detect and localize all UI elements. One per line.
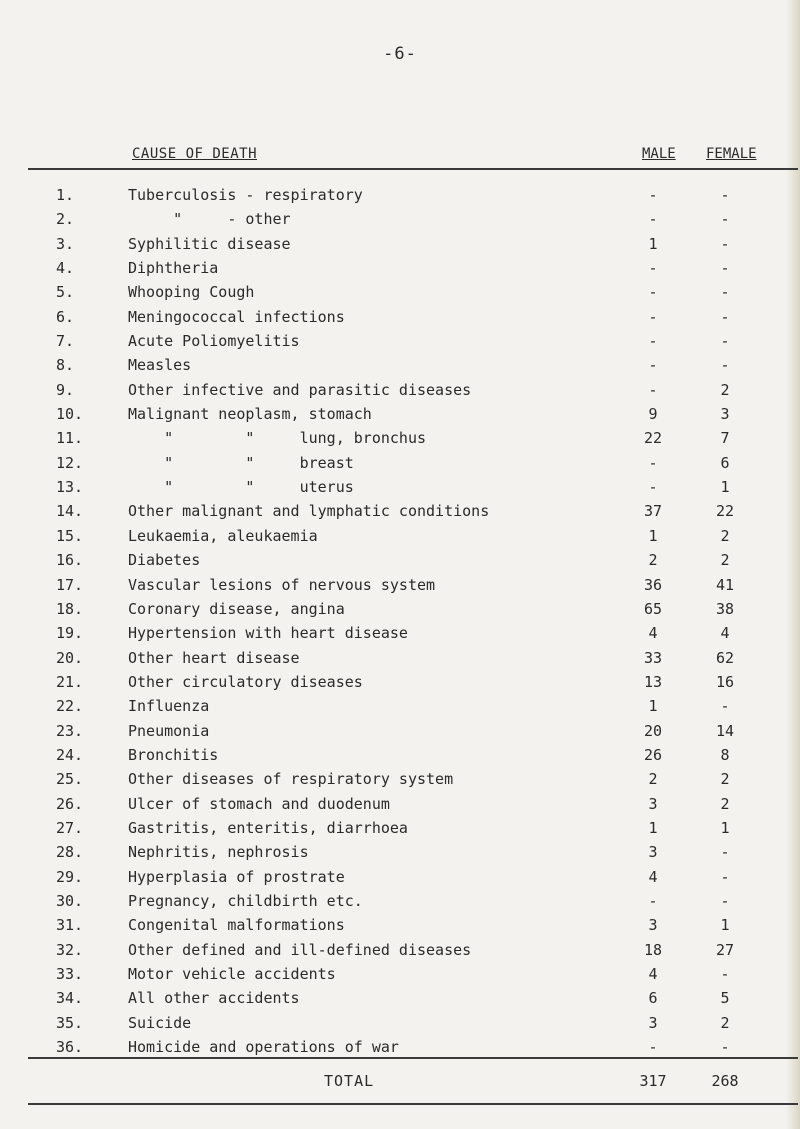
row-male-count: -	[648, 453, 658, 472]
row-number: 35.	[56, 1013, 84, 1032]
table-row	[0, 646, 800, 670]
row-cause: " " breast	[128, 453, 354, 472]
row-male-count: 1	[648, 526, 658, 545]
row-female-count: -	[720, 307, 730, 326]
row-male-count: -	[648, 478, 658, 497]
table-row	[0, 353, 800, 377]
table-row	[0, 938, 800, 962]
row-cause: Hyperplasia of prostrate	[128, 867, 345, 886]
row-cause: Whooping Cough	[128, 283, 255, 302]
row-female-count: 1	[720, 916, 730, 935]
table-header	[0, 146, 800, 168]
table-row	[0, 986, 800, 1010]
table-row	[0, 183, 800, 207]
table-row	[0, 232, 800, 256]
header-male: MALE	[642, 146, 676, 162]
row-number: 29.	[56, 867, 84, 886]
table-row	[0, 524, 800, 548]
row-number: 12.	[56, 453, 84, 472]
row-cause: Hypertension with heart disease	[128, 624, 408, 643]
row-number: 34.	[56, 989, 84, 1008]
table-row	[0, 548, 800, 572]
row-cause: All other accidents	[128, 989, 300, 1008]
total-female: 268	[711, 1072, 739, 1090]
row-cause: Measles	[128, 356, 192, 375]
row-number: 25.	[56, 770, 84, 789]
table-row	[0, 865, 800, 889]
row-female-count: 14	[715, 721, 735, 740]
row-cause: " " uterus	[128, 478, 354, 497]
row-cause: Nephritis, nephrosis	[128, 843, 309, 862]
row-male-count: 20	[643, 721, 663, 740]
table-row	[0, 621, 800, 645]
row-number: 36.	[56, 1038, 84, 1057]
row-male-count: 2	[648, 551, 658, 570]
row-male-count: 2	[648, 770, 658, 789]
page-number: -6-	[383, 44, 417, 64]
row-number: 8.	[56, 356, 75, 375]
row-female-count: -	[720, 697, 730, 716]
row-female-count: -	[720, 356, 730, 375]
row-male-count: -	[648, 380, 658, 399]
row-female-count: 38	[715, 599, 735, 618]
row-number: 31.	[56, 916, 84, 935]
row-female-count: -	[720, 210, 730, 229]
table-row	[0, 743, 800, 767]
table-row	[0, 670, 800, 694]
header-cause-of-death: CAUSE OF DEATH	[132, 146, 258, 162]
table-row	[0, 962, 800, 986]
row-female-count: 6	[720, 453, 730, 472]
table-row	[0, 451, 800, 475]
row-female-count: 4	[720, 624, 730, 643]
row-cause: Congenital malformations	[128, 916, 345, 935]
row-male-count: 4	[648, 965, 658, 983]
row-cause: " " lung, bronchus	[128, 429, 427, 448]
row-number: 15.	[56, 526, 84, 545]
row-number: 6.	[56, 307, 75, 326]
row-male-count: -	[648, 210, 658, 229]
table-row	[0, 402, 800, 426]
row-cause: " - other	[128, 210, 291, 229]
row-female-count: 22	[715, 502, 735, 521]
row-number: 19.	[56, 624, 84, 643]
row-number: 9.	[56, 380, 75, 399]
row-female-count: 2	[720, 1013, 730, 1032]
row-cause: Other diseases of respiratory system	[128, 770, 454, 789]
table-row	[0, 840, 800, 864]
row-cause: Ulcer of stomach and duodenum	[128, 794, 390, 813]
row-number: 18.	[56, 599, 84, 618]
row-female-count: 62	[715, 648, 735, 667]
row-female-count: 7	[720, 429, 730, 448]
row-male-count: 6	[648, 989, 658, 1008]
total-top-rule	[28, 1057, 798, 1059]
row-male-count: 1	[648, 234, 658, 253]
row-male-count: 37	[643, 502, 663, 521]
row-female-count: 2	[720, 770, 730, 789]
total-row	[0, 1072, 800, 1096]
row-female-count: 16	[715, 672, 735, 691]
table-row	[0, 1011, 800, 1035]
row-male-count: -	[648, 891, 658, 910]
row-male-count: 3	[648, 794, 658, 813]
row-male-count: -	[648, 1038, 658, 1057]
row-male-count: -	[648, 356, 658, 375]
table-row	[0, 426, 800, 450]
row-number: 28.	[56, 843, 84, 862]
row-male-count: 9	[648, 405, 658, 424]
row-cause: Other heart disease	[128, 648, 300, 667]
table-row	[0, 1035, 800, 1059]
row-cause: Pneumonia	[128, 721, 210, 740]
row-male-count: 18	[643, 940, 663, 959]
row-male-count: -	[648, 186, 658, 204]
row-number: 3.	[56, 234, 75, 253]
row-male-count: 4	[648, 624, 658, 643]
row-cause: Gastritis, enteritis, diarrhoea	[128, 818, 408, 837]
row-female-count: -	[720, 1038, 730, 1057]
row-female-count: 27	[715, 940, 735, 959]
row-number: 17.	[56, 575, 84, 594]
row-male-count: 3	[648, 1013, 658, 1032]
row-female-count: -	[720, 843, 730, 862]
row-female-count: 2	[720, 526, 730, 545]
row-number: 1.	[56, 186, 75, 204]
row-number: 24.	[56, 745, 84, 764]
row-female-count: -	[720, 891, 730, 910]
table-row	[0, 597, 800, 621]
row-cause: Other infective and parasitic diseases	[128, 380, 472, 399]
table-row	[0, 719, 800, 743]
row-cause: Other defined and ill-defined diseases	[128, 940, 472, 959]
row-male-count: -	[648, 332, 658, 351]
row-number: 22.	[56, 697, 84, 716]
header-female: FEMALE	[706, 146, 757, 162]
row-cause: Suicide	[128, 1013, 192, 1032]
row-number: 26.	[56, 794, 84, 813]
row-cause: Coronary disease, angina	[128, 599, 345, 618]
row-cause: Syphilitic disease	[128, 234, 291, 253]
row-cause: Bronchitis	[128, 745, 219, 764]
row-female-count: 2	[720, 380, 730, 399]
row-male-count: 65	[643, 599, 663, 618]
table-row	[0, 207, 800, 231]
row-number: 30.	[56, 891, 84, 910]
row-cause: Diabetes	[128, 551, 201, 570]
row-female-count: -	[720, 965, 730, 983]
table-row	[0, 913, 800, 937]
row-male-count: 3	[648, 916, 658, 935]
table-row	[0, 694, 800, 718]
row-female-count: 2	[720, 794, 730, 813]
row-cause: Tuberculosis - respiratory	[128, 186, 363, 204]
row-number: 7.	[56, 332, 75, 351]
row-male-count: 26	[643, 745, 663, 764]
total-bottom-rule	[28, 1103, 798, 1105]
row-cause: Other circulatory diseases	[128, 672, 363, 691]
table-row	[0, 767, 800, 791]
table-row	[0, 378, 800, 402]
total-male: 317	[639, 1072, 667, 1090]
row-male-count: 36	[643, 575, 663, 594]
row-female-count: -	[720, 332, 730, 351]
row-number: 27.	[56, 818, 84, 837]
row-female-count: 1	[720, 818, 730, 837]
row-number: 16.	[56, 551, 84, 570]
row-cause: Meningococcal infections	[128, 307, 345, 326]
header-rule	[28, 168, 798, 170]
table-row	[0, 475, 800, 499]
row-female-count: 3	[720, 405, 730, 424]
row-number: 33.	[56, 965, 84, 983]
row-female-count: 2	[720, 551, 730, 570]
row-cause: Malignant neoplasm, stomach	[128, 405, 372, 424]
row-male-count: 4	[648, 867, 658, 886]
row-number: 21.	[56, 672, 84, 691]
row-female-count: -	[720, 186, 730, 204]
row-female-count: 8	[720, 745, 730, 764]
row-cause: Influenza	[128, 697, 210, 716]
row-number: 14.	[56, 502, 84, 521]
row-male-count: 22	[643, 429, 663, 448]
row-cause: Other malignant and lymphatic conditions	[128, 502, 490, 521]
row-number: 20.	[56, 648, 84, 667]
row-number: 32.	[56, 940, 84, 959]
row-number: 4.	[56, 259, 75, 278]
row-male-count: -	[648, 307, 658, 326]
row-male-count: 33	[643, 648, 663, 667]
table-row	[0, 280, 800, 304]
row-number: 5.	[56, 283, 75, 302]
table-row	[0, 499, 800, 523]
row-female-count: 1	[720, 478, 730, 497]
table-row	[0, 816, 800, 840]
row-cause: Motor vehicle accidents	[128, 965, 336, 983]
row-cause: Homicide and operations of war	[128, 1038, 399, 1057]
table-row	[0, 573, 800, 597]
row-number: 2.	[56, 210, 75, 229]
row-number: 10.	[56, 405, 84, 424]
row-male-count: 1	[648, 697, 658, 716]
row-male-count: 13	[643, 672, 663, 691]
row-female-count: -	[720, 283, 730, 302]
row-female-count: -	[720, 259, 730, 278]
row-number: 13.	[56, 478, 84, 497]
row-male-count: 3	[648, 843, 658, 862]
row-male-count: -	[648, 283, 658, 302]
row-female-count: -	[720, 234, 730, 253]
row-cause: Diphtheria	[128, 259, 219, 278]
row-number: 23.	[56, 721, 84, 740]
row-female-count: 5	[720, 989, 730, 1008]
row-male-count: -	[648, 259, 658, 278]
table-row	[0, 329, 800, 353]
row-male-count: 1	[648, 818, 658, 837]
table-row	[0, 305, 800, 329]
row-cause: Leukaemia, aleukaemia	[128, 526, 318, 545]
row-female-count: -	[720, 867, 730, 886]
total-label: TOTAL	[324, 1072, 375, 1090]
cause-of-death-table	[0, 183, 800, 1059]
row-number: 11.	[56, 429, 84, 448]
row-female-count: 41	[715, 575, 735, 594]
row-cause: Acute Poliomyelitis	[128, 332, 300, 351]
row-cause: Pregnancy, childbirth etc.	[128, 891, 363, 910]
table-row	[0, 256, 800, 280]
row-cause: Vascular lesions of nervous system	[128, 575, 436, 594]
table-row	[0, 889, 800, 913]
table-row	[0, 792, 800, 816]
